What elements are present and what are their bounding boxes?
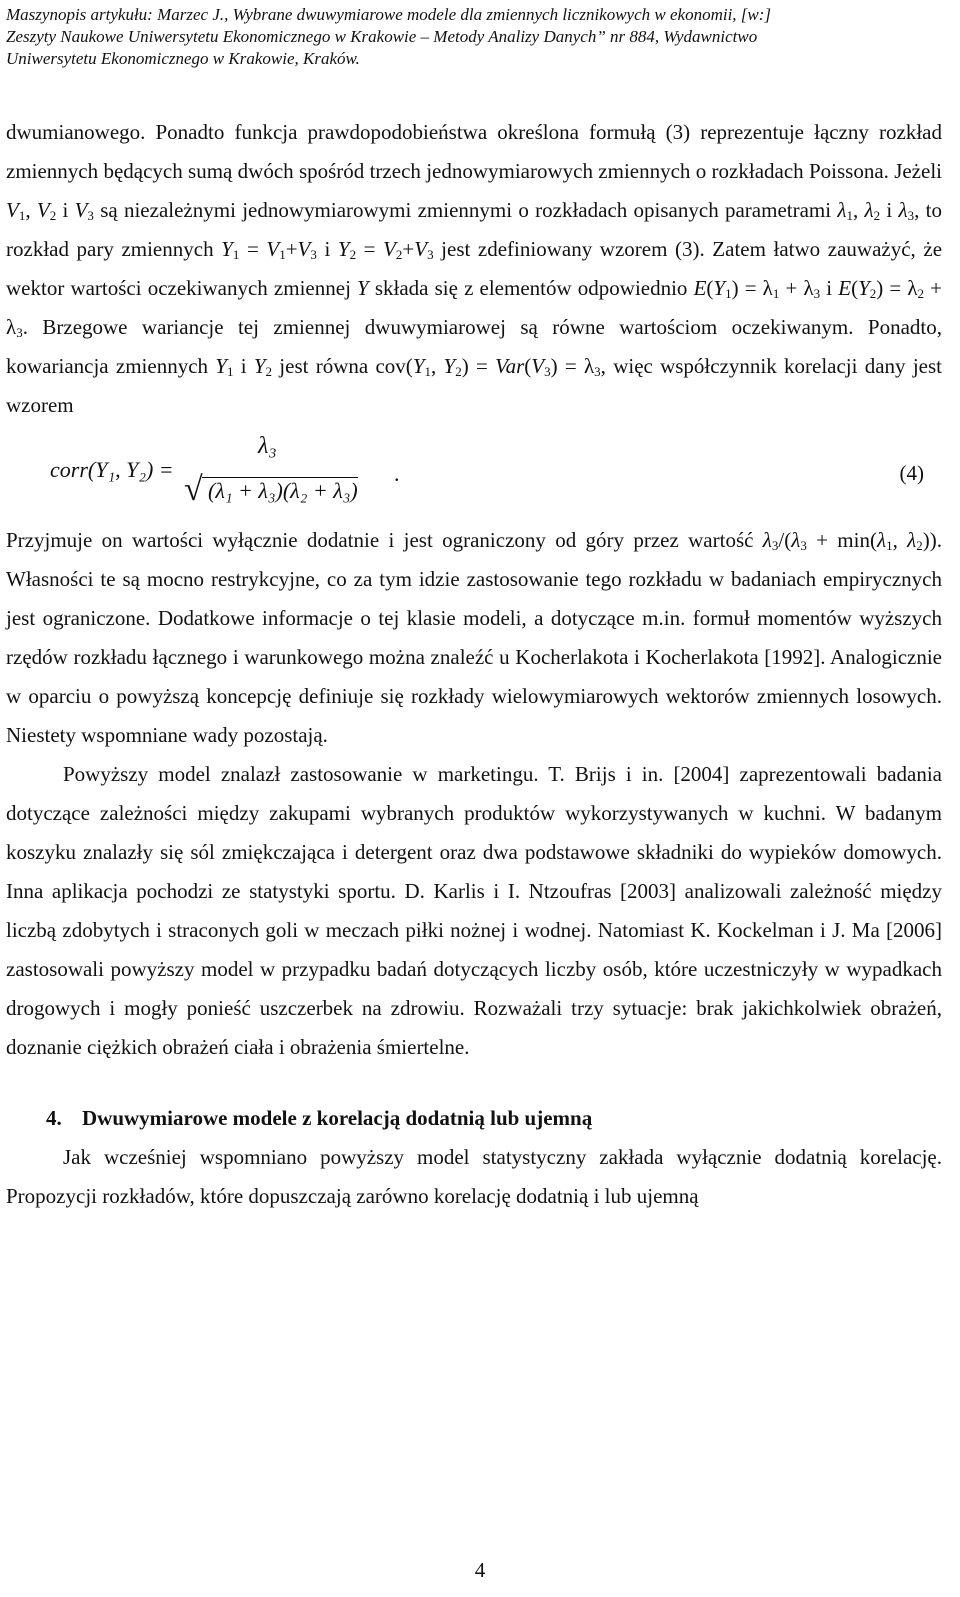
paragraph-4: Jak wcześniej wspomniano powyższy model statystyczny zakłada wyłącznie dodatnią korelację. Propozycji rozkładów, które dopuszczają zarówno korelację dodatnią i lub ujemną: [6, 1145, 942, 1208]
section-title: Dwuwymiarowe modele z korelacją dodatnią lub ujemną: [82, 1106, 593, 1130]
equation-number: (4): [899, 461, 924, 485]
section-number: 4.: [46, 1106, 62, 1130]
paragraph-1: dwumianowego. Ponadto funkcja prawdopodobieństwa określona formułą (3) reprezentuje łączny rozkład zmiennych będących sumą dwóch spośród trzech jednowymiarowych zmiennych o rozkładach Poissona. Jeżeli $V_1$, $V_2$ i $V_3$ są niezależnymi jednowymiarowymi zmiennymi o rozkładach opisanych parametrami $\lambda_1$, $\lambda_2$ i $\lambda_3$, to rozkład pary zmiennych $Y_1 = V_1+V_3$ i $Y_2 = V_2+V_3$ jest zdefiniowany wzorem (3). Zatem łatwo zauważyć, że wektor wartości oczekiwanych zmiennej Y składa się z elementów odpowiednio $E(Y_1) = \lambda_1 + \lambda_3$ i $E(Y_2) = \lambda_2 + \lambda_3$. Brzegowe wariancje tej zmiennej dwuwymiarowej są równe wartościom oczekiwanym. Ponadto, kowariancja zmiennych $Y_1$ i $Y_2$ jest równa $cov(Y_1$, $Y_2) = Var(V_3) = \lambda_3$, więc współczynnik korelacji dany jest wzorem: [6, 120, 943, 417]
page-number: 4: [474, 1558, 486, 1582]
paragraph-3: Powyższy model znalazł zastosowanie w marketingu. T. Brijs i in. [2004] zaprezentowali badania dotyczące zależności między zakupami wybranych produktów wykorzystywanych w kuchni. W badanym koszyku znalazły się sól zmiękczająca i detergent oraz dwa podstawowe składniki do wypieków domowych. Inna aplikacja pochodzi ze statystyki sportu. D. Karlis i I. Ntzoufras [2003] analizowali zależność między liczbą zdobytych i straconych goli w meczach piłki nożnej i wodnej. Natomiast K. Kockelman i J. Ma [2006] zastosowali powyższy model w przypadku badań dotyczących liczby osób, które uczestniczyły w wypadkach drogowych i mogły ponieść uszczerbek na zdrowiu. Rozważali trzy sytuacje: brak jakichkolwiek obrażeń, doznanie ciężkich obrażeń ciała i obrażenia śmiertelne.: [6, 762, 942, 1059]
square-root-sign: √: [184, 471, 203, 508]
paragraph-2: Przyjmuje on wartości wyłącznie dodatnie i jest ograniczony od góry przez wartość $\lambda_3/(\lambda_3 + \min(\lambda_1$, $\lambda_2$)). Własności te są mocno restrykcyjne, co za tym idzie zastosowanie tego rozkładu w badaniach empirycznych jest ograniczone. Dodatkowe informacje o tej klasie modeli, a dotyczące m.in. formuł momentów wyższych rzędów rozkładu łącznego i warunkowego można znaleźć u Kocherlakota i Kocherlakota [1992]. Analogicznie w oparciu o powyższą koncepcję definiuje się rozkłady wielowymiarowych wektorów zmiennych losowych. Niestety wspomniane wady pozostają.: [6, 528, 943, 747]
formula-fraction: [184, 431, 388, 517]
header-line-1: Maszynopis artykułu: Marzec J., Wybrane dwuwymiarowe modele dla zmiennych licznikowych w ekonomii, [w:]: [6, 5, 772, 24]
header-line-2: Zeszyty Naukowe Uniwersytetu Ekonomicznego w Krakowie – Metody Analizy Danych” nr 884, Wydawnictwo: [6, 27, 758, 46]
section-heading: [46, 1099, 942, 1138]
formula-4: [6, 431, 942, 517]
formula-numerator: λ₃: [258, 433, 277, 459]
running-header: [6, 4, 942, 70]
formula-lhs: corr(Y₁, Y₂) =: [50, 457, 174, 482]
header-line-3: Uniwersytetu Ekonomicznego w Krakowie, Kraków.: [6, 49, 360, 68]
formula-period: .: [394, 461, 400, 486]
formula-denominator: (λ₁ + λ₃)(λ₂ + λ₃): [202, 477, 358, 504]
